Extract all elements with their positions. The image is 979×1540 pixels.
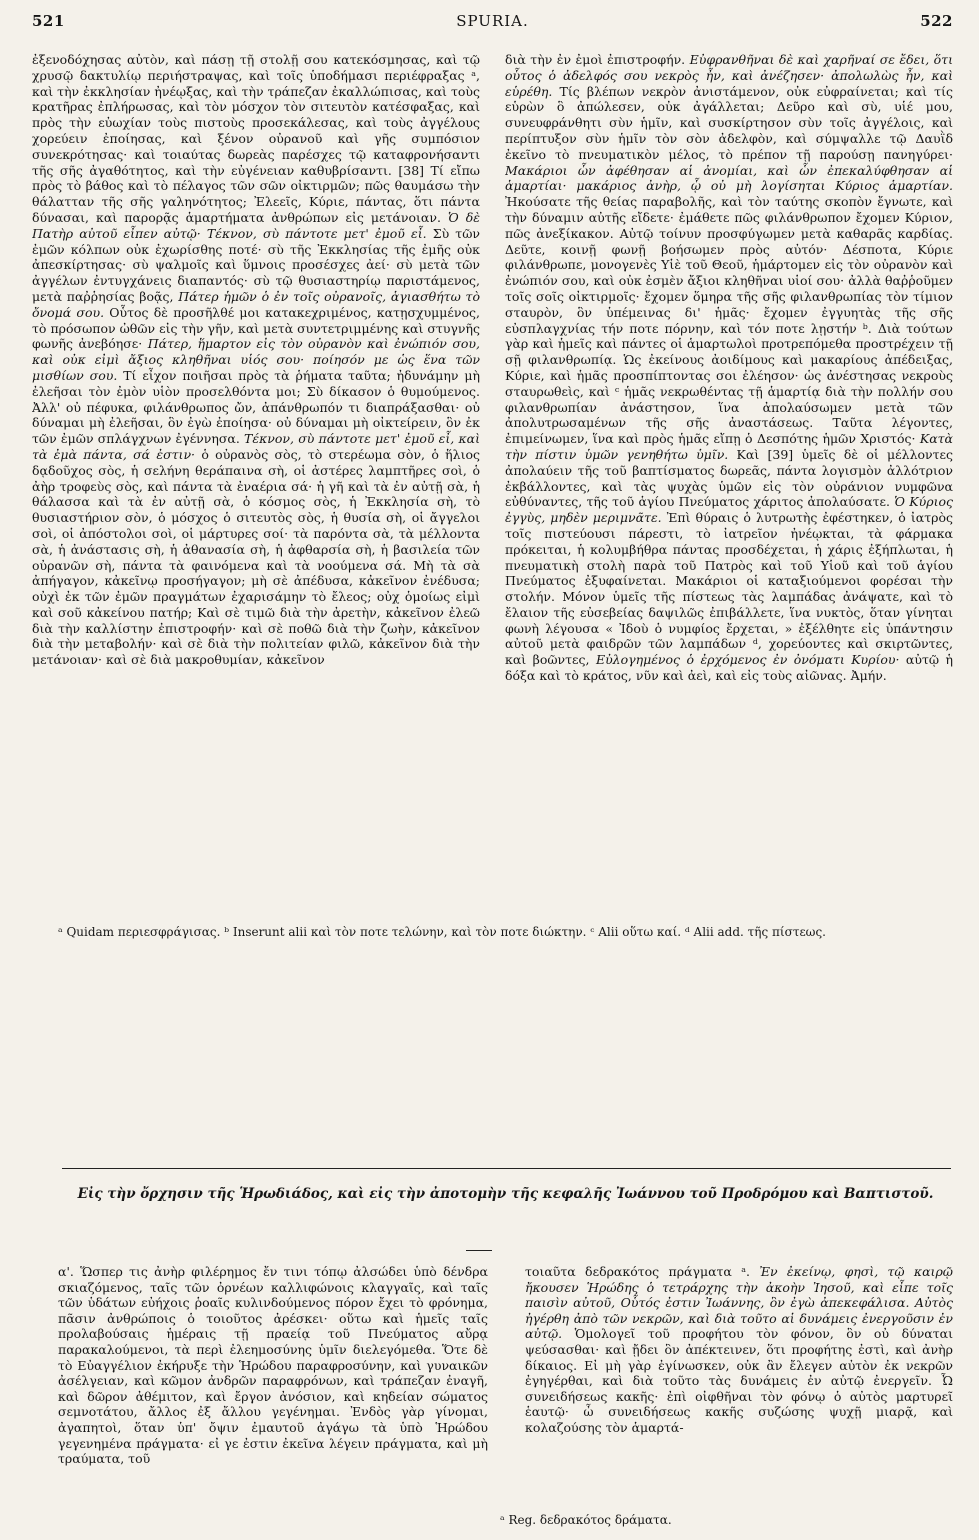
text-run: Καὶ [39] ὑμεῖς δὲ οἱ μέλλοντες ἀπολαύειν τῆς τοῦ βαπτίσματος δωρεᾶς, πάντα λογισμὸν ἀλλότριον ἐκβάλλοντες, καὶ τὰς ψυχὰς ὑμῶν εἰς τὸν οὐράνιον νυμφῶνα εὐθύναντες, τῆς τοῦ ἁγίου Πνεύματος χάριτος ἀπολαύσατε. [505,446,953,510]
running-head [32,12,953,42]
text-run: Τίς βλέπων νεκρὸν ἀνιστάμενον, οὐκ εὐφραίνεται; καὶ τίς εὑρὼν ὃ ἀπώλεσεν, οὐκ ἀγάλλεται; Δεῦρο καὶ σὺ, υἱέ μου, συνευφράνθητι σὺν ἡμῖν, καὶ συσκίρτησον σὺν τοῖς ἀγγέλοις, καὶ περίπτυξον σὺν ἡμῖν τὸν σὸν ἀδελφὸν, καὶ σύμψαλλε τῷ Δαυῒδ ἐκεῖνο τὸ πνευματικὸν μέλος, τὸ πρέπον τῇ παρούσῃ πανηγύρει· [505,83,953,162]
lower-left-column [58,1264,488,1500]
lower-columns [58,1264,953,1500]
text-run: ἐξενοδόχησας αὐτὸν, καὶ πάσῃ τῇ στολῇ σου κατεκόσμησας, καὶ τῷ χρυσῷ δακτυλίῳ περιήστραψας, καὶ τοῖς ὑποδήμασι περιέφραξας ᵃ, καὶ τὴν ἐκκλησίαν ἠνέῳξας, καὶ τὴν τράπεζαν ἐκαλλώπισας, καὶ τοὺς κρατῆρας ἐπλήρωσας, καὶ τὸν μόσχον τὸν σιτευτὸν κατέσφαξας, καὶ πρὸς τὴν εὐωχίαν τοὺς πιστοὺς προσεκάλεσας, καὶ τοὺς ἀγγέλους χορεύειν ἐποίησας, καὶ ξένον οὐρανοῦ καὶ γῆς συμπόσιον συνεκρότησας· καὶ τοιαύτας δωρεὰς παρέσχες τῷ καταφρονήσαντι τῆς σῆς ἀγαθότητος, καὶ τὴν εὐγένειαν καθυβρίσαντι. [38] Τί εἴπω πρὸς τὸ βάθος καὶ τὸ πέλαγος τῶν σῶν οἰκτιρμῶν; πῶς θαυμάσω τὴν θάλατταν τῆς σῆς γαληνότητος; Ἐλεεῖς, Κύριε, πάντας, ὅτι πάντα δύνασαι, καὶ παρορᾷς ἁμαρτήματα ἀνθρώπων εἰς μετάνοιαν. [32,52,480,225]
text-run: Ὁμολογεῖ τοῦ προφήτου τὸν φόνον, ὃν οὐ δύναται ψεύσασθαι· καὶ ᾔδει ὃν ἀπέκτεινεν, ὅτι προφήτης ἐστὶ, καὶ ἀνὴρ δίκαιος. Εἰ μὴ γὰρ ἐγίνωσκεν, οὐκ ἂν ἔλεγεν αὐτὸν ἐκ νεκρῶν ἐγηγέρθαι, καὶ διὰ τοῦτο τὰς δυνάμεις ἐν αὐτῷ ἐνεργεῖν. Ὦ συνειδήσεως κακῆς· ἐπὶ οἰφθῆναι τὸν φόνῳ ὁ αὐτὸς μαρτυρεῖ ἑαυτῷ· ὦ συνειδήσεως κακῆς συζώσης ψυχῇ μιαρᾷ, καὶ κολαζούσης τὸν ἁμαρτά- [525,1326,953,1435]
lower-right-text [525,1264,953,1436]
section-divider [62,1168,951,1169]
homily-title: Εἰς τὴν ὄρχησιν τῆς Ἡρωδιάδος, καὶ εἰς τὴν ἀποτομὴν τῆς κεφαλῆς Ἰωάννου τοῦ Προδρόμου καὶ Βαπτιστοῦ. [77,1186,934,1202]
running-title: SPURIA. [456,12,529,30]
scripture-quote: Εὐφρανθῆναι δὲ καὶ χαρῆναί σε ἔδει, ὅτι οὗτος ὁ ἀδελφός σου νεκρὸς ἦν, καὶ ἀνέζησεν· ἀπολωλὼς ἦν, καὶ εὑρέθη. [505,52,953,99]
scripture-quote: Ἐν ἐκείνῳ, φησὶ, τῷ καιρῷ ἤκουσεν Ἡρώδης ὁ τετράρχης τὴν ἀκοὴν Ἰησοῦ, καὶ εἶπε τοῖς παισὶν αὐτοῦ, Οὗτός ἐστιν Ἰωάννης, ὃν ἐγὼ ἀπεκεφάλισα. Αὐτὸς ἠγέρθη ἀπὸ τῶν νεκρῶν, καὶ διὰ τοῦτο αἱ δυνάμεις ἐνεργοῦσιν ἐν αὐτῷ. [525,1264,953,1342]
scripture-quote: Πάτερ ἡμῶν ὁ ἐν τοῖς οὐρανοῖς, ἁγιασθήτω τὸ ὄνομά σου. [32,288,480,320]
left-column [32,52,480,918]
text-run: Ἐπὶ θύραις ὁ λυτρωτὴς ἐφέστηκεν, ὁ ἰατρὸς τοῖς πιστεύουσι πάρεστι, τὸ ἰατρεῖον ἠνέῳκται, τὰ φάρμακα πρόκειται, ἡ κολυμβήθρα πάντας προσδέχεται, ἡ χάρις ἐξήπλωται, ἡ πνευματικὴ στολὴ παρὰ τοῦ Πατρὸς καὶ τοῦ Υἱοῦ καὶ τοῦ ἁγίου Πνεύματος ἐξυφαίνεται. Μακάριοι οἱ καταξιούμενοι φορέσαι τὴν στολήν. Μόνον ὑμεῖς τῆς πίστεως τὰς λαμπάδας ἀνάψατε, καὶ τὸ ἔλαιον τῆς εὐσεβείας δαψιλῶς ἐπιβάλλετε, ἵνα νυκτὸς, ὅταν γίνηται φωνὴ λέγουσα « Ἰδοὺ ὁ νυμφίος ἔρχεται, » ἐξέλθητε εἰς ὑπάντησιν αὐτοῦ μετὰ φαιδρῶν τῶν λαμπάδων ᵈ, χορεύοντες καὶ σκιρτῶντες, καὶ βοῶντες, [505,510,953,668]
footnotes-upper: ᵃ Quidam περιεσφράγισας. ᵇ Inserunt alii καὶ τὸν ποτε τελώνην, καὶ τὸν ποτε διώκτην. ᶜ Alii οὕτω καί. ᵈ Alii add. τῆς πίστεως. [58,925,826,939]
scripture-quote: Τέκνον, σὺ πάντοτε μετ' ἐμοῦ εἶ, καὶ τὰ ἐμὰ πάντα, σά ἐστιν· [32,431,480,462]
scripture-quote: Εὐλογημένος ὁ ἐρχόμενος ἐν ὀνόματι Κυρίου· [595,652,900,668]
text-run: τοιαῦτα δεδρακότος πράγματα ᵃ. [525,1264,760,1279]
lower-left-text: α'. Ὥσπερ τις ἀνὴρ φιλέρημος ἔν τινι τόπῳ ἀλσώδει ὑπὸ δένδρα σκιαζόμενος, ταῖς τῶν ὀρνέων καλλιφώνοις κλαγγαῖς, καὶ ταῖς τῶν ὑδάτων εὐήχοις ῥοαῖς κυλινδούμενος πόρον ἔχει τὸ φρόνημα, πᾶσιν ἀνθρώποις ὁ τοιοῦτος ἀρέσκει· οὕτω καὶ ἡμεῖς ταῖς προλαβούσαις ἡμέραις τῇ πραείᾳ τοῦ Πνεύματος αὔρᾳ παρακαλούμενοι, τὰ περὶ ἐλεημοσύνης ὑμῖν διελεγόμεθα. Ὅτε δὲ τὸ Εὐαγγέλιον ἐκήρυξε τὴν Ἡρώδου παραφροσύνην, καὶ γυναικῶν ἀσέλγειαν, καὶ κῶμον ἀνδρῶν παραφρόνων, καὶ τράπεζαν ἐναγῆ, καὶ δῶρον ἀθέμιτον, καὶ ἔργον ἀνόσιον, καὶ κηδείαν σώματος σεμνοτάτου, ἄλλος ἐξ ἄλλου γεγένημαι. Ἐνδὸς γὰρ γίνομαι, ἀγαπητοὶ, ὅταν ὑπ' ὄψιν ἐμαυτοῦ ἀγάγω τὰ ὑπὸ Ἡρώδου γεγενημένα πράγματα· εἰ γε ἐστιν ἐκεῖνα λέγειν πράγματα, καὶ μὴ τραύματα, τοῦ [58,1264,488,1467]
lower-right-column [525,1264,953,1500]
text-run: αὐτῷ ἡ δόξα καὶ τὸ κράτος, νῦν καὶ ἀεὶ, καὶ εἰς τοὺς αἰῶνας. Ἀμήν. [505,652,953,684]
footnotes-lower: ᵃ Reg. δεδρακότος δράματα. [500,1513,672,1527]
page-number-right: 522 [920,12,953,30]
scripture-quote: Πάτερ, ἥμαρτον εἰς τὸν οὐρανὸν καὶ ἐνώπιόν σου, καὶ οὐκ εἰμὶ ἄξιος κληθῆναι υἱός σου· ποίησόν με ὡς ἕνα τῶν μισθίων σου. [32,336,480,383]
right-column [505,52,953,918]
scripture-quote: Ὁ δὲ Πατὴρ αὐτοῦ εἶπεν αὐτῷ· Τέκνον, σὺ πάντοτε μετ' ἐμοῦ εἶ. [32,209,480,241]
right-column-text [505,52,953,684]
upper-columns [32,52,953,918]
text-run: ὁ οὐρανὸς σὸς, τὸ στερέωμα σὸν, ὁ ἥλιος δᾳδοῦχος σὸς, ἡ σελήνη θεράπαινα σὴ, οἱ ἀστέρες λαμπτῆρες σοὶ, ὁ ἀὴρ τροφεὺς σὸς, καὶ πάντα τὰ ἐναέρια σά· ἡ γῆ καὶ τὰ ἐν αὐτῇ σὰ, ἡ θάλασσα καὶ τὰ ἐν αὐτῇ σὰ, ὁ κόσμος σὸς, ἡ Ἐκκλησία σὴ, τὸ θυσιαστήριον σὸν, ὁ μόσχος ὁ σιτευτὸς σὸς, ἡ θυσία σὴ, οἱ ἄγγελοι σοὶ, οἱ ἀπόστολοι σοὶ, οἱ μάρτυρες σοί· τὰ παρόντα σὰ, τὰ μέλλοντα σὰ, ἡ ἀνάστασις σὴ, ἡ ἀθανασία σὴ, ἡ ἀφθαρσία σὴ, ἡ βασιλεία τῶν οὐρανῶν σὴ, πάντα τὰ φαινόμενα καὶ τὰ νοούμενα σά. Μὴ τὰ σὰ ἀπήγαγον, κἀκεῖνῳ προσήγαγον; μὴ σὲ ἀπέδυσα, κἀκεῖνον ἐνέδυσα; οὐχὶ ἐκ τῶν ἐμῶν πραγμάτων ἐχαρισάμην τὸ ἔλεος; οὐχ ὁμοίως εἰμὶ καὶ σοῦ κἀκείνου πατήρ; Καὶ σὲ τιμῶ διὰ τὴν ἀρετὴν, κἀκεῖνον ἐλεῶ διὰ τὴν καλλίστην ἐπιστροφήν· καὶ σὲ ποθῶ διὰ τὴν ζωὴν, κἀκεῖνον διὰ τὴν μεταβολήν· καὶ σὲ διὰ τὴν πολιτείαν φιλῶ, κἀκεῖνον διὰ τὴν μετάνοιαν· καὶ σὲ διὰ μακροθυμίαν, κἀκεῖνον [32,446,480,668]
page-number-left: 521 [32,12,65,30]
text-run: Σὺ τῶν ἐμῶν κόλπων οὐκ ἐχωρίσθης ποτέ· σὺ τῆς Ἐκκλησίας τῆς ἐμῆς οὐκ ἀπεσκίρτησας· σὺ ψαλμοῖς καὶ ὕμνοις προσέσχες ἀεί· σὺ μετὰ τῶν ἀγγέλων ἐντυγχάνεις διαπαντός· σὺ τῷ θυσιαστηρίῳ παριστάμενος, μετὰ παῤῥησίας βοᾷς, [32,225,480,304]
scripture-quote: Ὁ Κύριος ἐγγὺς, μηδὲν μεριμνᾶτε. [505,494,953,526]
scripture-quote: Μακάριοι ὧν ἀφέθησαν αἱ ἀνομίαι, καὶ ὧν ἐπεκαλύφθησαν αἱ ἁμαρτίαι· μακάριος ἀνὴρ, ᾧ οὐ μὴ λογίσηται Κύριος ἁμαρτίαν. [505,162,953,194]
left-column-text [32,52,480,668]
text-run: Τί εἶχον ποιῆσαι πρὸς τὰ ῥήματα ταῦτα; ἠδυνάμην μὴ ἐλεῆσαι τὸν ἐμὸν υἱὸν προσελθόντα μοι; Σὺ δίκασον ὁ θυμούμενος. Ἀλλ' οὐ πέφυκα, φιλάνθρωπος ὤν, ἀπάνθρωπόν τι διαπράξασθαι· οὐ δύναμαι μὴ ἐλεῆσαι, ὃν ἐγὼ ἐποίησα· οὐ δύναμαι μὴ οἰκτείρειν, ὃν ἐκ τῶν ἐμῶν σπλάγχνων ἐγέννησα. [32,367,480,447]
text-run: Ἠκούσατε τῆς θείας παραβολῆς, καὶ τὸν ταύτης σκοπὸν ἔγνωτε, καὶ τὴν δύναμιν αὐτῆς εἴδετε· ἐμάθετε πῶς φιλάνθρωπον ἔχομεν Κύριον, πῶς ἀνεξίκακον. Αὐτῷ τοίνυν προσφύγωμεν μετὰ καθαρᾶς καρδίας. Δεῦτε, κοινῇ φωνῇ βοήσωμεν πρὸς αὐτόν· Δέσποτα, Κύριε φιλάνθρωπε, μονογενὲς Υἱὲ τοῦ Θεοῦ, ἡμάρτομεν εἰς τὸν οὐρανὸν καὶ ἐνώπιόν σου, καὶ οὐκ ἐσμὲν ἄξιοι κληθῆναι υἱοί σου· ἀλλὰ θαῤῥοῦμεν τοῖς σοῖς οἰκτιρμοῖς· ἔχομεν ὅμηρα τῆς σῆς φιλανθρωπίας τὸν τίμιον σταυρὸν, ὃν ὑπέμεινας δι' ἡμᾶς· ἔχομεν ἐγγυητὰς τῆς σῆς εὐσπλαγχνίας τήν ποτε πόρνην, καὶ τόν ποτε λῃστήν ᵇ. Διὰ τούτων γὰρ καὶ ἡμεῖς καὶ πάντες οἱ ἁμαρτωλοὶ προτρεπόμεθα προστρέχειν τῇ σῇ φιλανθρωπίᾳ. Ὡς ἐκείνους ἀοιδίμους καὶ μακαρίους ἀπέδειξας, Κύριε, καὶ ἡμᾶς προσπίπτοντας σοι ἐλέησον· ὡς ἀνέστησας νεκροὺς σταυρωθεὶς, καὶ ᶜ ἡμᾶς νεκρωθέντας τῇ ἁμαρτίᾳ διὰ τὴν πολλήν σου φιλανθρωπίαν ἀνάστησον, ἵνα ἀπολαύσωμεν μετὰ τῶν ἀπολυτρωσαμένων τῆς σῆς ἀναστάσεως. Ταῦτα λέγοντες, ἐπιμείνωμεν, ἵνα καὶ πρὸς ἡμᾶς εἴπῃ ὁ Δεσπότης ἡμῶν Χριστός· [505,194,953,447]
scripture-quote: Κατὰ τὴν πίστιν ὑμῶν γενηθήτω ὑμῖν. [505,431,953,462]
text-run: Οὗτος δὲ προσῆλθέ μοι κατακεχριμένος, κατῃσχυμμένος, τὸ πρόσωπον ὠθῶν εἰς τὴν γῆν, καὶ μετὰ συντετριμμένης καὶ στυγνῆς φωνῆς ἀνεβόησε· [32,304,480,352]
text-run: διὰ τὴν ἐν ἐμοὶ ἐπιστροφήν. [505,52,690,67]
title-rule [466,1250,492,1251]
